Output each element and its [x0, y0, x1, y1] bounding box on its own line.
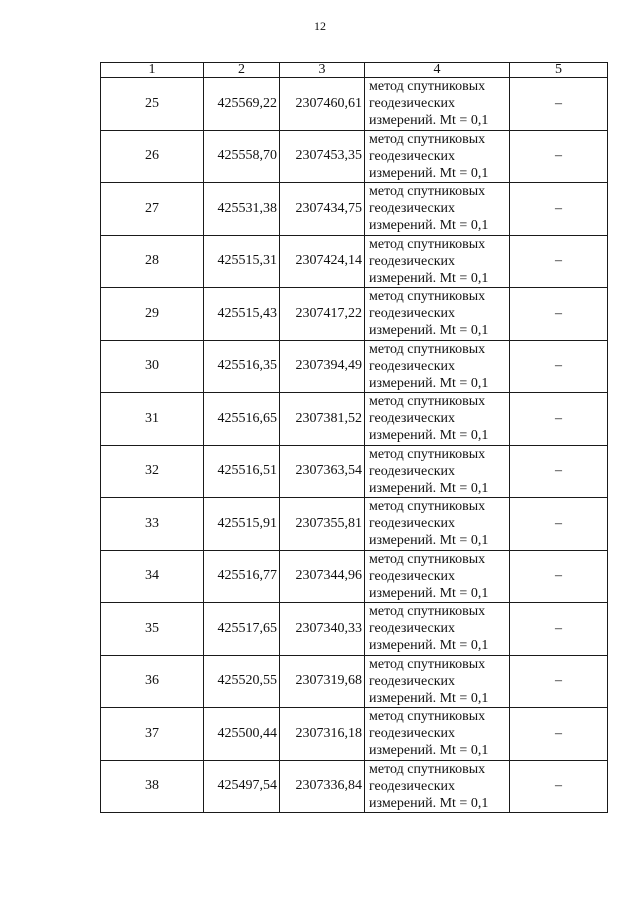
method-cell	[365, 288, 510, 341]
note-cell: –	[510, 445, 608, 498]
header-col-1: 1	[101, 63, 204, 78]
y-coordinate-cell: 2307424,14	[280, 235, 365, 288]
point-number-cell: 31	[101, 393, 204, 446]
header-col-4: 4	[365, 63, 510, 78]
table-row	[101, 655, 608, 708]
note-cell: –	[510, 340, 608, 393]
header-row	[101, 63, 608, 78]
header-col-5: 5	[510, 63, 608, 78]
method-cell	[365, 655, 510, 708]
x-coordinate-cell: 425500,44	[204, 708, 280, 761]
y-coordinate-cell: 2307434,75	[280, 183, 365, 236]
y-coordinate-cell: 2307344,96	[280, 550, 365, 603]
header-col-3: 3	[280, 63, 365, 78]
x-coordinate-cell: 425569,22	[204, 78, 280, 131]
method-text-line: измерений. Mt = 0,1	[369, 428, 489, 444]
y-coordinate-cell: 2307394,49	[280, 340, 365, 393]
method-text-line: метод спутниковых	[369, 289, 486, 305]
method-text-line: геодезических	[369, 306, 456, 322]
method-cell	[365, 550, 510, 603]
x-coordinate-cell: 425517,65	[204, 603, 280, 656]
x-coordinate-cell: 425516,65	[204, 393, 280, 446]
method-text-line: метод спутниковых	[369, 446, 486, 462]
x-coordinate-cell: 425520,55	[204, 655, 280, 708]
x-coordinate-cell: 425515,31	[204, 235, 280, 288]
method-text-line: метод спутниковых	[369, 709, 486, 725]
method-text-line: измерений. Mt = 0,1	[369, 480, 489, 496]
note-cell: –	[510, 183, 608, 236]
table-row	[101, 708, 608, 761]
point-number-cell: 27	[101, 183, 204, 236]
table-row	[101, 235, 608, 288]
x-coordinate-cell: 425515,43	[204, 288, 280, 341]
method-text-line: метод спутниковых	[369, 656, 486, 672]
method-text-line: геодезических	[369, 463, 456, 479]
method-text-line: геодезических	[369, 621, 456, 637]
method-cell	[365, 235, 510, 288]
method-text-line: метод спутниковых	[369, 131, 486, 147]
point-number-cell: 30	[101, 340, 204, 393]
method-text-line: измерений. Mt = 0,1	[369, 533, 489, 549]
point-number-cell: 35	[101, 603, 204, 656]
method-text-line: измерений. Mt = 0,1	[369, 270, 489, 286]
method-text-line: метод спутниковых	[369, 499, 486, 515]
point-number-cell: 28	[101, 235, 204, 288]
method-cell	[365, 183, 510, 236]
method-text-line: измерений. Mt = 0,1	[369, 323, 489, 339]
note-cell: –	[510, 708, 608, 761]
table-row	[101, 130, 608, 183]
x-coordinate-cell: 425497,54	[204, 760, 280, 813]
y-coordinate-cell: 2307417,22	[280, 288, 365, 341]
y-coordinate-cell: 2307381,52	[280, 393, 365, 446]
table-row	[101, 550, 608, 603]
method-text-line: измерений. Mt = 0,1	[369, 165, 489, 181]
table-row	[101, 445, 608, 498]
method-text-line: измерений. Mt = 0,1	[369, 113, 489, 129]
method-text-line: геодезических	[369, 516, 456, 532]
method-text-line: геодезических	[369, 673, 456, 689]
x-coordinate-cell: 425516,51	[204, 445, 280, 498]
method-text-line: метод спутниковых	[369, 184, 486, 200]
y-coordinate-cell: 2307316,18	[280, 708, 365, 761]
method-cell	[365, 760, 510, 813]
note-cell: –	[510, 288, 608, 341]
point-number-cell: 29	[101, 288, 204, 341]
x-coordinate-cell: 425515,91	[204, 498, 280, 551]
point-number-cell: 33	[101, 498, 204, 551]
method-text-line: измерений. Mt = 0,1	[369, 795, 489, 811]
method-text-line: метод спутниковых	[369, 761, 486, 777]
method-text-line: геодезических	[369, 568, 456, 584]
y-coordinate-cell: 2307355,81	[280, 498, 365, 551]
point-number-cell: 37	[101, 708, 204, 761]
method-cell	[365, 130, 510, 183]
method-text-line: метод спутниковых	[369, 394, 486, 410]
note-cell: –	[510, 550, 608, 603]
note-cell: –	[510, 760, 608, 813]
method-text-line: метод спутниковых	[369, 551, 486, 567]
x-coordinate-cell: 425516,77	[204, 550, 280, 603]
coordinates-table	[100, 62, 608, 813]
table-row	[101, 288, 608, 341]
y-coordinate-cell: 2307363,54	[280, 445, 365, 498]
method-text-line: геодезических	[369, 726, 456, 742]
method-text-line: геодезических	[369, 253, 456, 269]
method-text-line: измерений. Mt = 0,1	[369, 743, 489, 759]
page-number: 12	[314, 19, 326, 33]
method-text-line: геодезических	[369, 96, 456, 112]
point-number-cell: 32	[101, 445, 204, 498]
x-coordinate-cell: 425531,38	[204, 183, 280, 236]
note-cell: –	[510, 130, 608, 183]
method-text-line: измерений. Mt = 0,1	[369, 375, 489, 391]
note-cell: –	[510, 655, 608, 708]
y-coordinate-cell: 2307453,35	[280, 130, 365, 183]
table-row	[101, 78, 608, 131]
method-cell	[365, 708, 510, 761]
table-row	[101, 603, 608, 656]
note-cell: –	[510, 235, 608, 288]
table-row	[101, 760, 608, 813]
method-text-line: измерений. Mt = 0,1	[369, 218, 489, 234]
x-coordinate-cell: 425516,35	[204, 340, 280, 393]
method-text-line: метод спутниковых	[369, 79, 486, 95]
method-text-line: метод спутниковых	[369, 236, 486, 252]
point-number-cell: 26	[101, 130, 204, 183]
method-text-line: измерений. Mt = 0,1	[369, 690, 489, 706]
method-text-line: геодезических	[369, 201, 456, 217]
method-text-line: метод спутниковых	[369, 341, 486, 357]
method-text-line: метод спутниковых	[369, 604, 486, 620]
method-text-line: геодезических	[369, 778, 456, 794]
method-text-line: геодезических	[369, 411, 456, 427]
method-text-line: геодезических	[369, 148, 456, 164]
method-cell	[365, 603, 510, 656]
method-text-line: геодезических	[369, 358, 456, 374]
note-cell: –	[510, 393, 608, 446]
method-cell	[365, 78, 510, 131]
y-coordinate-cell: 2307319,68	[280, 655, 365, 708]
table-row	[101, 340, 608, 393]
method-text-line: измерений. Mt = 0,1	[369, 585, 489, 601]
method-text-line: измерений. Mt = 0,1	[369, 638, 489, 654]
x-coordinate-cell: 425558,70	[204, 130, 280, 183]
header-col-2: 2	[204, 63, 280, 78]
table-row	[101, 393, 608, 446]
point-number-cell: 36	[101, 655, 204, 708]
point-number-cell: 25	[101, 78, 204, 131]
method-cell	[365, 340, 510, 393]
method-cell	[365, 445, 510, 498]
note-cell: –	[510, 78, 608, 131]
point-number-cell: 38	[101, 760, 204, 813]
point-number-cell: 34	[101, 550, 204, 603]
y-coordinate-cell: 2307336,84	[280, 760, 365, 813]
note-cell: –	[510, 498, 608, 551]
table-body	[101, 78, 608, 813]
method-cell	[365, 393, 510, 446]
note-cell: –	[510, 603, 608, 656]
y-coordinate-cell: 2307340,33	[280, 603, 365, 656]
y-coordinate-cell: 2307460,61	[280, 78, 365, 131]
table-row	[101, 183, 608, 236]
method-cell	[365, 498, 510, 551]
table-row	[101, 498, 608, 551]
